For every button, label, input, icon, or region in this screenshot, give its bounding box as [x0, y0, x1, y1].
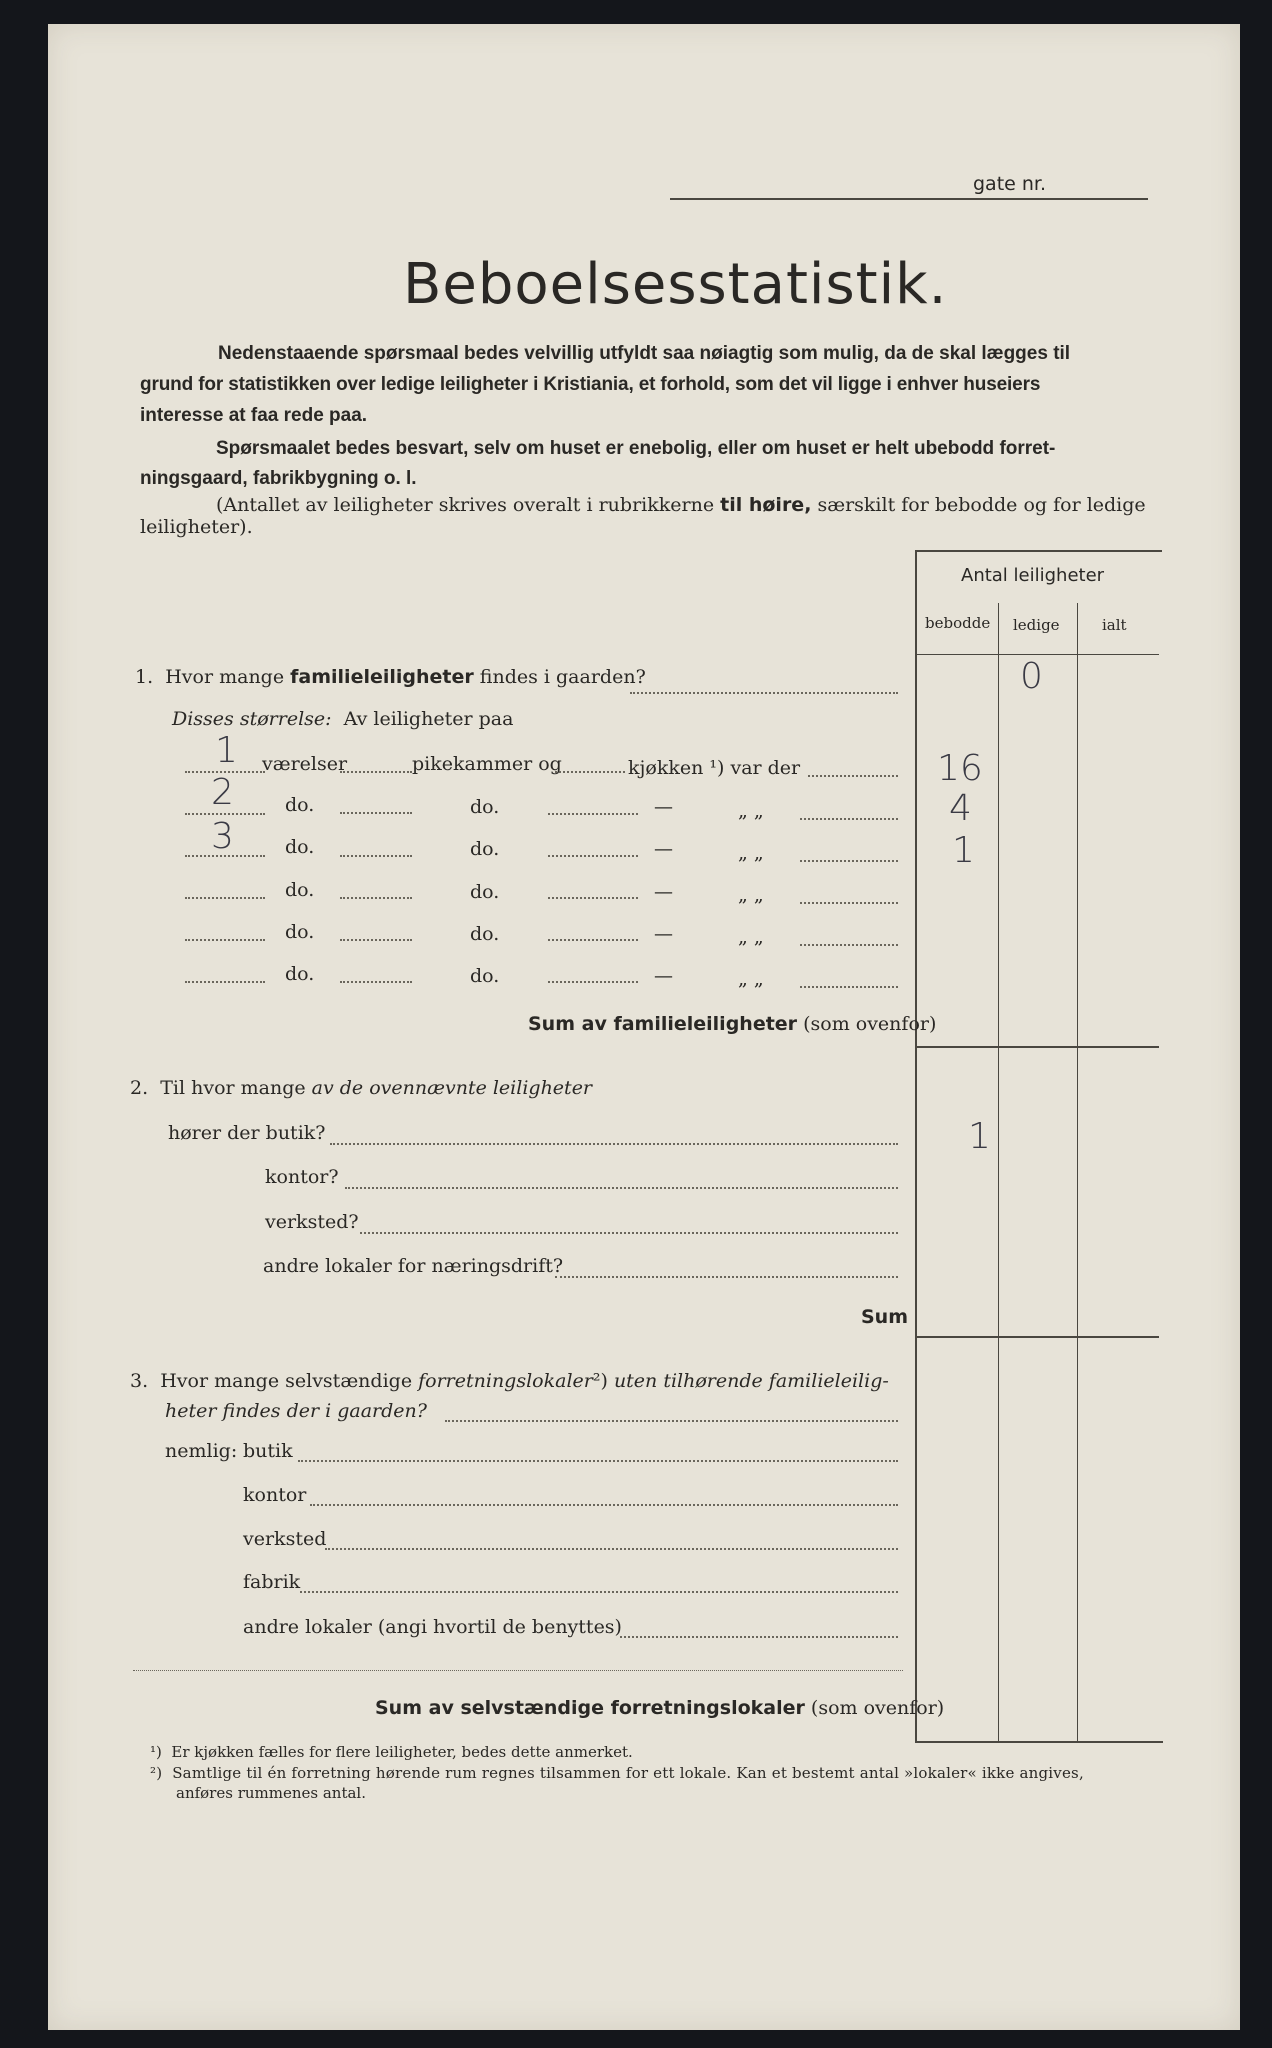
footnote-2 [150, 1764, 1084, 1782]
leader-dots [340, 812, 412, 814]
rooms-line [185, 939, 265, 941]
q2-sum: Sum [861, 1306, 909, 1328]
leader-dots [345, 1187, 898, 1189]
gate-number-line [670, 198, 1148, 200]
q3-fabrik: fabrik [243, 1571, 301, 1593]
question-text: Hvor mange selvstændige [160, 1370, 413, 1392]
ditto-marks: „ „ [738, 968, 764, 990]
vaerelser-label: værelser [262, 753, 348, 775]
gate-label: gate nr. [973, 173, 1047, 195]
intro-line: grund for statistikken over ledige leiligheter i Kristiania, et forhold, som det vil ligge i enhver huseiers [140, 374, 1041, 395]
q1-sum-line [528, 1013, 936, 1035]
footnote-mark: ²) [150, 1764, 163, 1782]
sum-note: (som ovenfor) [803, 1013, 937, 1035]
leader-dots [808, 775, 898, 777]
leader-dots [340, 939, 412, 941]
table-title: Antal leiligheter [961, 565, 1105, 586]
table-border-bottom [915, 1741, 1163, 1743]
question-text-italic: av de ovennævnte leiligheter [311, 1077, 593, 1099]
question-text: Til hvor mange [160, 1077, 306, 1099]
rooms-line [185, 897, 265, 899]
question-3 [130, 1370, 889, 1392]
leader-dots [620, 1636, 898, 1638]
dash: — [654, 796, 673, 818]
leader-dots [340, 855, 412, 857]
leader-dots [548, 897, 638, 899]
intro-line: Spørsmaalet bedes besvart, selv om huset er enebolig, eller om huset er helt ubebodd forret- [216, 438, 1056, 459]
do-label: do. [285, 794, 315, 816]
rooms-line [185, 981, 265, 983]
pikekammer-label: pikekammer og [412, 753, 562, 775]
q2-andre: andre lokaler for næringsdrift? [263, 1255, 564, 1277]
answer-bebodde[interactable]: 16 [937, 748, 983, 789]
question-1 [135, 666, 646, 688]
footnote-1 [150, 1743, 633, 1761]
intro-line: Nedenstaaende spørsmaal bedes velvillig utfyldt saa nøiagtig som mulig, da de skal lægges til [218, 343, 1071, 364]
intro-note: leiligheter). [140, 516, 253, 538]
leader-dots [330, 1143, 898, 1145]
q2-butik: hører der butik? [168, 1122, 326, 1144]
page-title: Beboelsesstatistik. [403, 252, 948, 317]
leader-dots [548, 813, 638, 815]
question-text-italic: forretningslokaler [418, 1370, 593, 1392]
leader-dots [800, 860, 898, 862]
q3-nemlig: nemlig: [165, 1440, 238, 1462]
leader-dots [630, 692, 898, 694]
table-section-divider [915, 1336, 1159, 1338]
footnote-text: Er kjøkken fælles for flere leiligheter, bedes dette anmerket. [171, 1743, 633, 1761]
footnote-text: Samtlige til én forretning hørende rum regnes tilsammen for ett lokale. Kan et bestemt antal »lokaler« ikke angives, [172, 1764, 1084, 1782]
do-label: do. [470, 923, 500, 945]
intro-note [216, 494, 1146, 516]
q2-verksted: verksted? [265, 1211, 359, 1233]
intro-line: ningsgaard, fabrikbygning o. l. [140, 468, 417, 489]
table-column-divider [998, 603, 999, 1743]
leader-dots [548, 939, 638, 941]
table-border-left [915, 550, 917, 1743]
leader-dots [548, 855, 638, 857]
ditto-marks: „ „ [738, 800, 764, 822]
q3-verksted: verksted [243, 1528, 327, 1550]
table-border-top [915, 550, 1162, 552]
leader-dots [555, 1276, 898, 1278]
do-label: do. [285, 921, 315, 943]
dash: — [654, 965, 673, 987]
do-label: do. [470, 965, 500, 987]
intro-line: interesse at faa rede paa. [140, 405, 368, 426]
leader-dots [300, 1591, 898, 1593]
leader-dots [800, 986, 898, 988]
question-text: Hvor mange [165, 666, 285, 688]
leader-dots [800, 902, 898, 904]
ditto-marks: „ „ [738, 842, 764, 864]
leader-dots [340, 771, 412, 773]
rooms-line [185, 813, 265, 815]
footnote-2-cont: anføres rummenes antal. [176, 1784, 366, 1802]
intro-note-text: særskilt for bebodde og for ledige [817, 494, 1146, 516]
q3-sum-line [375, 1697, 944, 1719]
footnote-mark: ¹) [150, 1743, 162, 1761]
footnote-ref: ²) [592, 1370, 608, 1392]
column-header-bebodde: bebodde [925, 614, 991, 632]
answer-bebodde[interactable]: 4 [949, 788, 972, 829]
kjokken-label: kjøkken ¹) var der [628, 757, 801, 779]
sizes-label: Disses størrelse: [172, 708, 332, 730]
separator-line [133, 1670, 903, 1671]
leader-dots [555, 771, 625, 773]
leader-dots [325, 1548, 898, 1550]
answer-bebodde[interactable]: 1 [952, 830, 975, 871]
table-section-divider [915, 1046, 1159, 1048]
intro-note-bold: til høire, [720, 494, 812, 516]
q2-kontor: kontor? [265, 1166, 339, 1188]
rooms-value[interactable]: 2 [211, 772, 234, 813]
dash: — [654, 838, 673, 860]
leader-dots [298, 1460, 898, 1462]
question-text-italic: uten tilhørende familieleilig- [613, 1370, 889, 1392]
ditto-marks: „ „ [738, 884, 764, 906]
do-label: do. [470, 838, 500, 860]
q3-butik: butik [243, 1440, 293, 1462]
question-text-bold: familieleiligheter [290, 666, 474, 688]
q3-andre: andre lokaler (angi hvortil de benyttes) [243, 1616, 622, 1638]
column-header-ialt: ialt [1102, 616, 1127, 634]
sum-label: Sum av selvstændige forretningslokaler [375, 1697, 805, 1719]
question-number: 3. [130, 1370, 149, 1392]
leader-dots [548, 981, 638, 983]
q3-line2: heter findes der i gaarden? [165, 1400, 427, 1422]
question-2 [130, 1077, 592, 1099]
leader-dots [340, 981, 412, 983]
sizes-line [172, 708, 513, 730]
leader-dots [360, 1232, 898, 1234]
answer-q2-butik[interactable]: 1 [968, 1116, 991, 1157]
sum-note: (som ovenfor) [810, 1697, 945, 1719]
do-label: do. [470, 881, 500, 903]
dash: — [654, 923, 673, 945]
q3-kontor: kontor [243, 1484, 307, 1506]
do-label: do. [285, 836, 315, 858]
sum-label: Sum av familieleiligheter [528, 1013, 798, 1035]
answer-q1-ledige[interactable]: 0 [1020, 656, 1043, 697]
leader-dots [340, 897, 412, 899]
do-label: do. [285, 963, 315, 985]
rooms-value[interactable]: 3 [211, 816, 234, 857]
leader-dots [800, 818, 898, 820]
ditto-marks: „ „ [738, 926, 764, 948]
do-label: do. [285, 879, 315, 901]
do-label: do. [470, 796, 500, 818]
leader-dots [310, 1504, 898, 1506]
leader-dots [800, 944, 898, 946]
dash: — [654, 881, 673, 903]
intro-note-text: (Antallet av leiligheter skrives overalt i rubrikkerne [216, 494, 715, 516]
question-number: 2. [130, 1077, 149, 1099]
rooms-value[interactable]: 1 [215, 730, 238, 771]
column-header-ledige: ledige [1013, 616, 1060, 634]
sizes-text: Av leiligheter paa [343, 708, 514, 730]
table-column-divider [1077, 603, 1078, 1743]
leader-dots [445, 1420, 898, 1422]
question-text: findes i gaarden? [479, 666, 646, 688]
table-header-divider [915, 654, 1159, 655]
question-number: 1. [135, 666, 154, 688]
